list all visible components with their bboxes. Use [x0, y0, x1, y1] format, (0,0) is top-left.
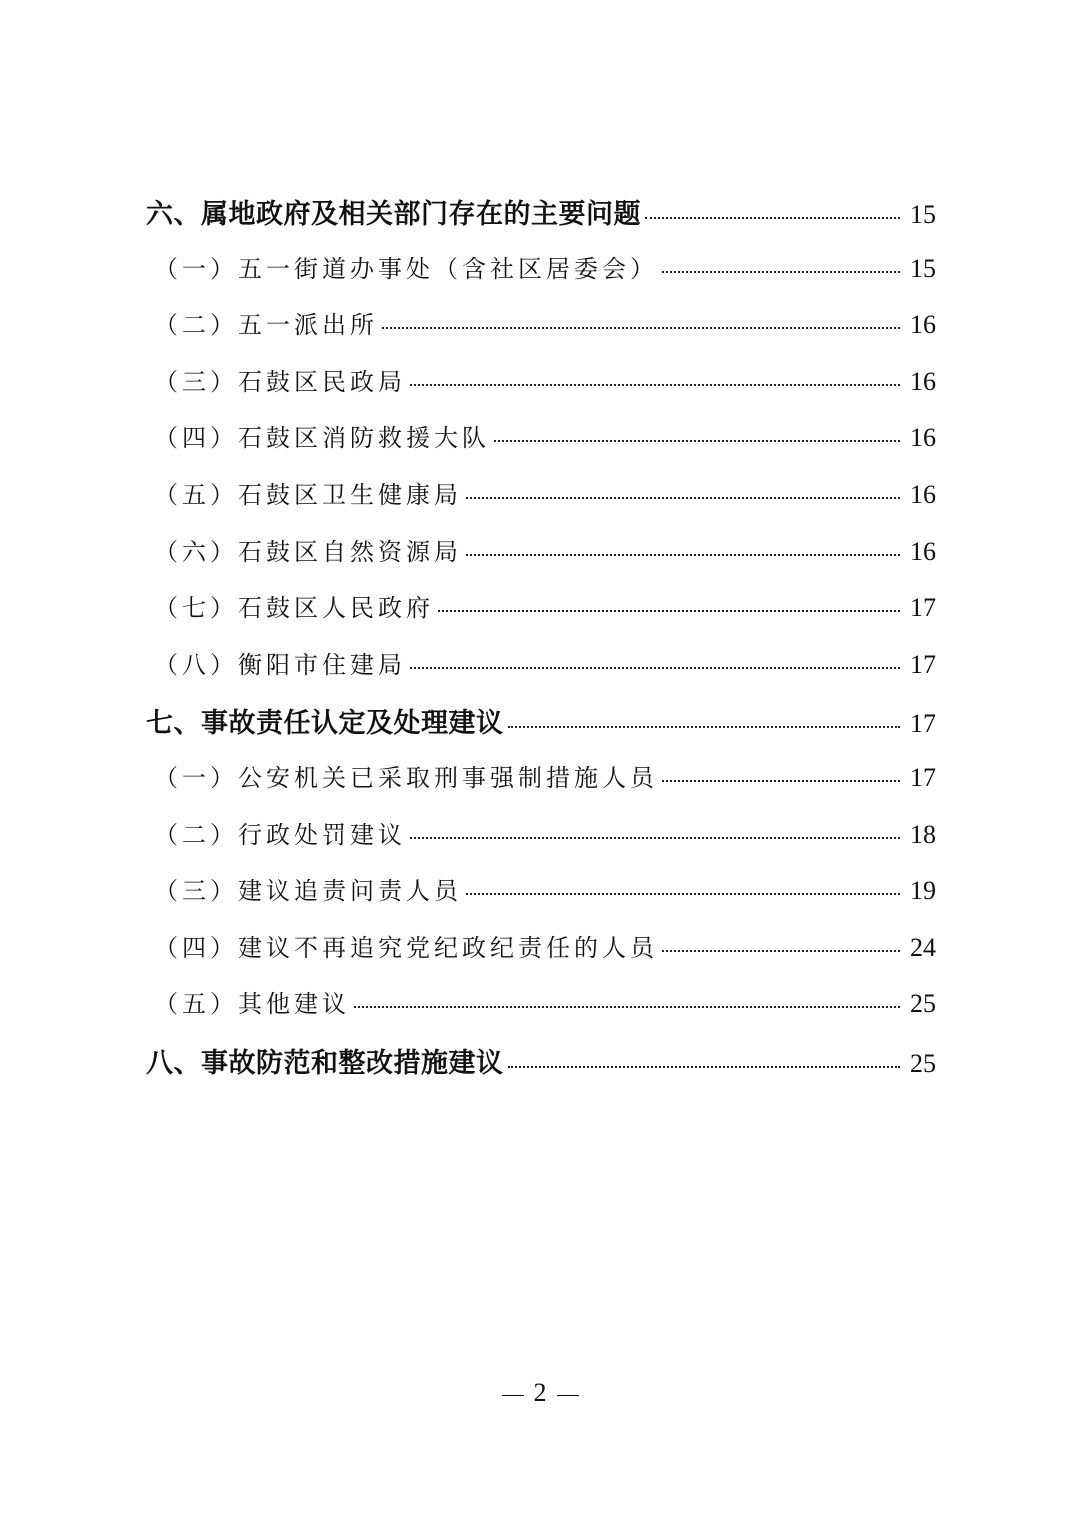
toc-entry-title: （二）五一派出所 [154, 311, 378, 340]
dot-leader [410, 837, 900, 839]
toc-entry[interactable] [146, 1041, 936, 1098]
toc-entry[interactable] [146, 984, 936, 1041]
toc-entry-title: 七、事故责任认定及处理建议 [146, 708, 504, 740]
dot-leader [662, 780, 900, 782]
toc-entry-title: （三）建议追责问责人员 [154, 877, 462, 906]
toc-entry-title: （四）建议不再追究党纪政纪责任的人员 [154, 933, 658, 962]
table-of-contents [146, 192, 936, 1098]
toc-entry-page: 17 [910, 593, 936, 623]
toc-entry[interactable] [146, 418, 936, 475]
toc-entry-page: 16 [910, 310, 936, 340]
toc-entry-page: 17 [910, 649, 936, 679]
toc-entry[interactable] [146, 701, 936, 758]
toc-entry-page: 25 [910, 989, 936, 1019]
dot-leader [438, 610, 900, 612]
dot-leader [508, 1066, 901, 1068]
toc-entry-title: （六）石鼓区自然资源局 [154, 537, 462, 566]
toc-entry-page: 19 [910, 876, 936, 906]
toc-entry[interactable] [146, 645, 936, 702]
dot-leader [382, 327, 900, 329]
toc-entry[interactable] [146, 758, 936, 815]
toc-entry-title: （五）其他建议 [154, 990, 350, 1019]
toc-entry-title: （七）石鼓区人民政府 [154, 594, 434, 623]
toc-entry-page: 15 [910, 200, 936, 229]
toc-entry-page: 16 [910, 423, 936, 453]
dot-leader [645, 217, 900, 219]
toc-entry-title: （一）五一街道办事处（含社区居委会） [154, 254, 658, 283]
toc-entry-title: （一）公安机关已采取刑事强制措施人员 [154, 763, 658, 792]
dot-leader [662, 950, 900, 952]
toc-entry-page: 15 [910, 253, 936, 283]
toc-entry-title: 八、事故防范和整改措施建议 [146, 1047, 504, 1079]
toc-entry-page: 16 [910, 479, 936, 509]
dot-leader [508, 726, 901, 728]
toc-entry-page: 16 [910, 536, 936, 566]
dot-leader [466, 497, 900, 499]
dot-leader [410, 667, 900, 669]
toc-entry[interactable] [146, 362, 936, 419]
page-number: 2 [533, 1378, 547, 1407]
toc-entry[interactable] [146, 815, 936, 872]
footer-dash-left [502, 1395, 524, 1396]
dot-leader [466, 893, 900, 895]
toc-entry[interactable] [146, 871, 936, 928]
toc-entry[interactable] [146, 532, 936, 589]
toc-entry-page: 25 [910, 1048, 936, 1078]
dot-leader [662, 271, 900, 273]
footer-dash-right [557, 1395, 579, 1396]
toc-entry[interactable] [146, 305, 936, 362]
toc-entry-title: （三）石鼓区民政局 [154, 367, 406, 396]
toc-entry[interactable] [146, 192, 936, 249]
toc-entry-page: 17 [910, 762, 936, 792]
toc-entry-title: （八）衡阳市住建局 [154, 650, 406, 679]
toc-entry-page: 16 [910, 366, 936, 396]
toc-entry-page: 24 [910, 932, 936, 962]
toc-entry[interactable] [146, 928, 936, 985]
toc-entry-title: （四）石鼓区消防救援大队 [154, 424, 490, 453]
page-footer [0, 1378, 1080, 1408]
toc-entry-title: （五）石鼓区卫生健康局 [154, 480, 462, 509]
toc-entry[interactable] [146, 588, 936, 645]
toc-entry[interactable] [146, 249, 936, 306]
dot-leader [354, 1006, 900, 1008]
toc-entry-page: 18 [910, 819, 936, 849]
toc-entry-title: （二）行政处罚建议 [154, 820, 406, 849]
toc-entry-page: 17 [910, 709, 936, 739]
dot-leader [494, 440, 900, 442]
toc-entry-title: 六、属地政府及相关部门存在的主要问题 [146, 199, 641, 230]
dot-leader [410, 384, 900, 386]
dot-leader [466, 554, 900, 556]
toc-entry[interactable] [146, 475, 936, 532]
